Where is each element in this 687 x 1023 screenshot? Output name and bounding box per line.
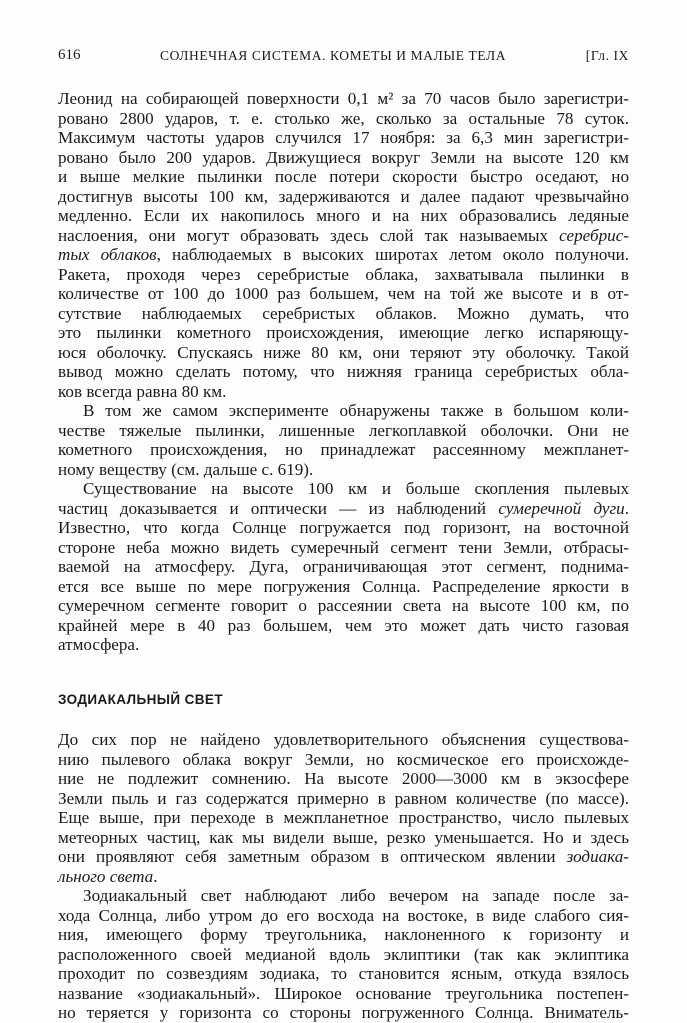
text-line: крайней мере в 40 раз большем, чем это может дать чисто газовая [58,615,629,635]
text-line: проходит по созвездиям зодиака, то становится ясным, откуда взялось [58,964,629,983]
text-line: ется все выше по мере погружения Солнца. Распределение яркости в [58,576,629,596]
text-line: ному веществу (см. дальше с. 619). [58,459,314,479]
paragraph [58,730,629,886]
text-line: Известно, что когда Солнце погружается под горизонт, на восточной [58,518,629,537]
text-line: ровано 2800 ударов, т. е. столько же, сколько за остальные 78 суток. [58,108,629,128]
section-title: ЗОДИАКАЛЬНЫЙ СВЕТ [58,691,223,707]
text-line: В том же самом эксперименте обнаружены также в большом коли- [83,401,629,420]
italic-term: серебрис- [559,225,629,245]
paragraph [58,89,629,401]
text-line: кометного происхождения, но принадлежат рассеянному межпланет- [58,440,629,459]
text-span: частиц доказывается и оптически — из наблюдений [58,498,487,518]
text-line: сумеречном сегменте говорит о рассеянии света на высоте 100 км, по [58,596,629,615]
text-line: название «зодиакальный». Широкое основание треугольника постепен- [58,983,629,1003]
text-line: Существование на высоте 100 км и больше скопления пылевых [83,479,629,498]
text-line: стороне неба можно видеть сумеречный сегмент тени Земли, отбрасы- [58,537,629,557]
text-line: юся оболочку. Спускаясь ниже 80 км, они теряют эту оболочку. Такой [58,342,629,362]
text-line: это пылинки кометного происхождения, имеющие легко испаряющу- [58,323,629,342]
text-line: хода Солнца, либо утром до его восхода на востоке, в виде слабого сия- [58,905,629,925]
text-line [58,226,629,246]
text-span: . [153,866,158,886]
page-body [58,89,629,1023]
italic-term: тых облаков [58,245,157,264]
text-line [58,867,629,887]
text-span: , наблюдаемых в высоких широтах летом около полуночи. [156,245,629,264]
text-line [58,499,629,519]
paragraph [58,401,629,479]
running-title: СОЛНЕЧНАЯ СИСТЕМА. КОМЕТЫ И МАЛЫЕ ТЕЛА [160,48,507,63]
text-line: До сих пор не найдено удовлетворительного объяснения существова- [58,730,629,749]
text-line [58,245,629,265]
text-line: Максимум частоты ударов случился 17 ноября: за 6,3 мин зарегистри- [58,128,629,147]
paragraph [58,886,629,1023]
text-line: медленно. Если их накопилось много и на них образовались ледяные [58,206,629,225]
text-line: нию пылевого облака вокруг Земли, но космическое его происхожде- [58,749,629,769]
text-span: . [624,498,630,518]
page-number: 616 [58,47,81,63]
text-line: честве тяжелые пылинки, лишенные легкоплавкой оболочки. Они не [58,420,629,440]
italic-term: сумеречной дуги [498,498,625,518]
text-line: Земли пыль и газ содержатся примерно в равном количестве (по массе). [58,788,629,808]
text-line: атмосфера. [58,635,140,654]
text-line: ровано было 200 ударов. Движущиеся вокруг Земли на высоте 120 км [58,147,629,167]
text-line: и выше мелкие пылинки после потери скорости быстро оседают, но [58,167,629,186]
text-line: количестве от 100 до 1000 раз большем, чем на той же высоте и в от- [58,284,629,303]
text-line: сутствие наблюдаемых серебристых облаков. Можно думать, что [58,303,629,323]
text-line: ние не подлежит сомнению. На высоте 2000—3000 км в экзосфере [58,769,629,788]
text-line: но теряется у горизонта со стороны погруженного Солнца. Вниматель- [58,1003,629,1022]
text-line: расположенного своей медианой вдоль эклиптики (так как эклиптика [58,944,629,964]
text-span: они проявляют себя заметным образом в оптическом явлении [58,847,556,866]
paragraph [58,479,629,655]
page-header [58,47,629,69]
italic-term: зодиака- [566,847,629,866]
text-line: Еще выше, при переходе в межпланетное пространство, число пылевых [58,808,629,827]
text-line: Леонид на собирающей поверхности 0,1 м² за 70 часов было зарегистри- [58,89,629,108]
text-line: достигнув высоты 100 км, задерживаются и далее падают чрезвычайно [58,186,629,206]
text-line: ния, имеющего форму треугольника, наклоненного к горизонту и [58,925,629,944]
text-span: наслоения, они могут образовать здесь слой так называемых [58,225,549,245]
text-line: метеорных частиц, как мы видели выше, резко уменьшается. Но и здесь [58,827,629,847]
chapter-label: [Гл. IX [585,48,629,63]
text-line: ков всегда равна 80 км. [58,381,227,401]
text-line [58,847,629,867]
text-line: Ракета, проходя через серебристые облака, захватывала пылинки в [58,264,629,284]
text-line: Зодиакальный свет наблюдают либо вечером на западе после за- [83,886,629,905]
text-line: ваемой на атмосферу. Дуга, ограничивающая этот сегмент, поднима- [58,557,629,576]
text-line: вывод можно сделать потому, что нижняя граница серебристых обла- [58,362,629,381]
italic-term: льного света [58,866,154,886]
